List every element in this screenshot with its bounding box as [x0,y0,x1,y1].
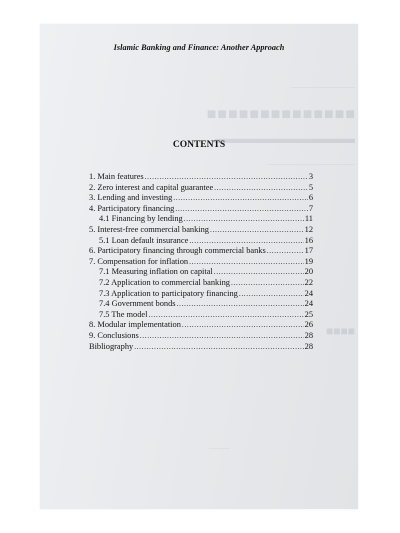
toc-entry [89,193,313,204]
toc-leader-dots [175,204,307,215]
toc-entry-title: 2. Zero interest and capital guarantee [89,182,214,192]
toc-entry-title: 7.3 Application to participatory financing [99,288,238,298]
toc-leader-dots [210,225,304,236]
toc-leader-dots [145,172,308,183]
toc-entry-page-number: 6 [308,193,313,203]
toc-entry-title: Bibliography [89,341,134,351]
table-of-contents [89,172,313,352]
toc-entry [89,257,313,268]
toc-entry [89,204,313,215]
toc-entry [89,299,313,310]
toc-entry-title: 4. Participatory financing [89,203,175,213]
toc-entry-page-number: 19 [304,256,313,266]
show-through-text: –––––––––––––––– [291,82,355,91]
toc-entry-page-number: 24 [304,299,313,309]
toc-entry-page-number: 5 [308,182,313,192]
toc-entry-title: 5.1 Loan default insurance [99,235,189,245]
toc-leader-dots [231,278,304,289]
toc-entry-title: 5. Interest-free commercial banking [89,224,209,234]
toc-leader-dots [140,331,304,342]
toc-entry [89,331,313,342]
toc-entry [89,225,313,236]
toc-leader-dots [189,236,303,247]
toc-entry-page-number: 17 [304,246,313,256]
toc-leader-dots [239,289,304,300]
show-through-text: ▬▬▬▬▬▬▬▬▬▬ [215,132,355,147]
toc-entry-page-number: 3 [308,172,313,181]
toc-entry-title: 7.1 Measuring inflation on capital [99,267,213,277]
toc-entry-title: 4.1 Financing by lending [99,214,183,224]
toc-entry-title: 7. Compensation for inflation [89,256,189,266]
toc-entry-page-number: 28 [304,330,313,340]
show-through-text: ■■■■■■■■■■■■■■ [205,106,355,123]
show-through-text: ■■■■ [326,324,355,338]
toc-entry-title: 7.4 Government bonds [99,299,176,309]
toc-entry [89,183,313,194]
toc-entry-title: 8. Modular implementation [89,320,181,330]
toc-entry-page-number: 20 [304,267,313,277]
toc-entry-title: 9. Conclusions [89,330,139,340]
toc-leader-dots [148,310,303,321]
toc-entry [89,214,313,225]
show-through-text: ––––––––––––––––––––––––– [267,160,355,168]
toc-leader-dots [214,183,308,194]
toc-entry [89,267,313,278]
book-page [40,24,358,509]
toc-entry-page-number: 26 [304,320,313,330]
toc-leader-dots [177,299,304,310]
toc-leader-dots [189,257,304,268]
toc-entry [89,310,313,321]
toc-entry [89,342,313,353]
toc-entry-title: 3. Lending and investing [89,193,173,203]
show-through-text: –––––– [209,444,230,452]
toc-entry-page-number: 16 [304,235,313,245]
toc-leader-dots [267,246,304,257]
toc-entry-title: 6. Participatory financing through commercial banks [89,246,266,256]
toc-entry-page-number: 12 [304,224,313,234]
toc-entry-page-number: 28 [304,341,313,351]
toc-entry-page-number: 22 [304,277,313,287]
toc-entry [89,246,313,257]
toc-entry-page-number: 11 [304,214,313,224]
toc-entry-title: 7.5 The model [99,309,148,319]
toc-entry [89,236,313,247]
toc-entry [89,289,313,300]
toc-entry [89,320,313,331]
toc-entry-page-number: 24 [304,288,313,298]
toc-entry-page-number: 7 [308,203,313,213]
toc-entry-title: 7.2 Application to commercial banking [99,277,230,287]
toc-leader-dots [182,320,304,331]
toc-entry-page-number: 25 [304,309,313,319]
toc-leader-dots [184,214,304,225]
toc-leader-dots [214,267,304,278]
toc-leader-dots [173,193,308,204]
toc-entry [89,172,313,183]
toc-entry [89,278,313,289]
toc-entry-title: 1. Main features [89,172,144,181]
toc-leader-dots [134,342,303,353]
contents-title: CONTENTS [172,140,226,150]
running-head: Islamic Banking and Finance: Another Approach [113,43,285,52]
